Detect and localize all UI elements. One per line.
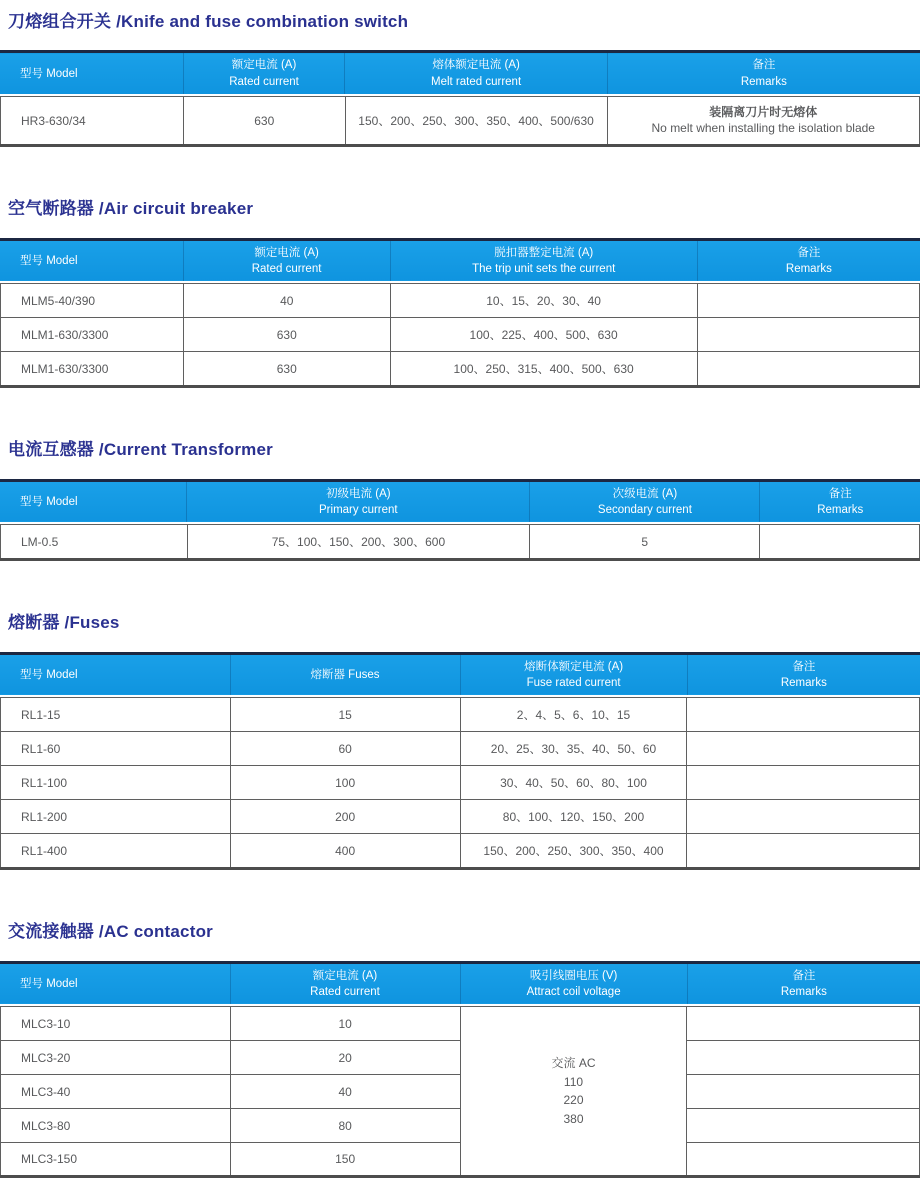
column-header-remarks [607,52,920,94]
cell-fuse: 15 [230,698,460,732]
column-header-secondary-current [530,480,760,522]
section-title: 空气断路器 /Air circuit breaker [8,199,254,219]
column-header-trip-current [390,239,697,281]
column-header-coil-voltage [460,962,687,1004]
table-body [0,1006,920,1178]
header-line1: 额定电流 (A) [231,59,297,72]
cell-remarks [760,525,920,560]
cell-secondary-current: 5 [530,525,760,560]
table-row [1,284,920,318]
cell-fuse-rated-current: 30、40、50、60、80、100 [460,766,687,800]
cell-primary-current: 75、100、150、200、300、600 [187,525,530,560]
cell-trip-current: 100、225、400、500、630 [390,318,697,352]
cell-fuse-rated-current: 2、4、5、6、10、15 [460,698,687,732]
voltage-label: 交流 AC [551,1056,596,1071]
header-row [0,239,920,281]
header-line1: 初级电流 (A) [326,487,391,500]
header-line2: Secondary current [597,504,692,516]
remark-en: No melt when installing the isolation blade [651,120,875,135]
section-ac-contactor [0,922,920,1178]
header-line1: 次级电流 (A) [612,487,678,500]
table-header [0,479,920,523]
table-row [1,1007,920,1041]
cell-trip-current: 100、250、315、400、500、630 [390,352,697,387]
remark-zh: 装隔离刀片时无熔体 [709,105,818,120]
column-header-model [0,480,187,522]
header-row [0,52,920,94]
cell-rated-current: 630 [183,97,345,146]
section-knife-fuse-switch [0,12,920,147]
cell-model: RL1-15 [1,698,231,732]
column-header-melt-rated-current [345,52,607,94]
voltage-value: 380 [563,1112,584,1127]
cell-fuse: 400 [230,834,460,869]
cell-fuse-rated-current: 80、100、120、150、200 [460,800,687,834]
header-line1: 额定电流 (A) [254,246,319,259]
cell-remarks [697,352,919,387]
header-line2: Primary current [319,504,398,516]
cell-model: MLC3-20 [1,1041,231,1075]
header-line1: 备注 [797,246,821,259]
cell-remarks [687,1109,920,1143]
table-row [1,525,920,560]
table-body [0,697,920,870]
table-body [0,524,920,561]
cell-model: RL1-100 [1,766,231,800]
header-line2: Remarks [817,504,864,516]
section-title: 交流接触器 /AC contactor [8,922,213,942]
table-row [1,352,920,387]
column-header-remarks [687,962,920,1004]
header-line2: Rated current [251,262,322,275]
cell-melt-rated-current: 150、200、250、300、350、400、500/630 [345,97,607,146]
header-line2: Melt rated current [431,75,522,88]
cell-model: RL1-200 [1,800,231,834]
section-title: 电流互感器 /Current Transformer [8,440,273,460]
header-line1: 吸引线圈电压 (V) [529,969,618,982]
header-line2: Attract coil voltage [526,986,621,999]
section-title: 刀熔组合开关 /Knife and fuse combination switch [8,12,409,31]
cell-remarks [687,1143,920,1177]
cell-model: HR3-630/34 [1,97,184,146]
cell-rated-current: 630 [183,352,390,387]
cell-fuse-rated-current: 150、200、250、300、350、400 [460,834,687,869]
header-line1: 熔断器 Fuses [310,668,380,681]
cell-model: MLM1-630/3300 [1,318,184,352]
cell-fuse: 60 [230,732,460,766]
cell-remarks [687,1075,920,1109]
cell-remarks [687,834,920,869]
cell-remarks [697,318,919,352]
cell-rated-current: 630 [183,318,390,352]
cell-remarks [607,97,919,146]
cell-rated-current: 150 [230,1143,460,1177]
header-line1: 型号 Model [20,495,78,508]
cell-remarks [687,1007,920,1041]
cell-fuse: 100 [230,766,460,800]
cell-remarks [687,766,920,800]
header-line2: Remarks [780,677,827,690]
cell-remarks [687,698,920,732]
header-line1: 型号 Model [20,977,78,990]
cell-rated-current: 20 [230,1041,460,1075]
cell-model: MLC3-10 [1,1007,231,1041]
table-row [1,698,920,732]
column-header-model [0,962,230,1004]
table-header [0,50,920,94]
header-line1: 型号 Model [20,668,78,681]
table-header [0,238,920,282]
cell-fuse-rated-current: 20、25、30、35、40、50、60 [460,732,687,766]
header-line2: Remarks [740,75,787,88]
header-line1: 备注 [828,487,852,500]
header-line2: Remarks [780,986,827,999]
cell-trip-current: 10、15、20、30、40 [390,284,697,318]
cell-model: MLM1-630/3300 [1,352,184,387]
section-title: 熔断器 /Fuses [8,613,120,633]
cell-remarks [687,800,920,834]
header-line1: 额定电流 (A) [312,969,378,982]
header-row [0,653,920,695]
header-line1: 备注 [792,660,816,673]
cell-rated-current: 80 [230,1109,460,1143]
cell-coil-voltage-merged [460,1007,687,1177]
column-header-model [0,52,183,94]
column-header-rated-current [183,239,390,281]
cell-rated-current: 40 [230,1075,460,1109]
table-row [1,97,920,146]
section-air-circuit-breaker [0,199,920,388]
cell-remarks [697,284,919,318]
header-line1: 脱扣器整定电流 (A) [494,246,594,259]
table-body [0,96,920,147]
header-line2: Fuse rated current [526,677,621,690]
header-row [0,962,920,1004]
voltage-value: 110 [563,1074,584,1089]
cell-model: MLC3-40 [1,1075,231,1109]
cell-remarks [687,732,920,766]
section-fuses [0,613,920,870]
cell-rated-current: 40 [183,284,390,318]
column-header-fuses [230,653,460,695]
cell-remarks [687,1041,920,1075]
column-header-remarks [760,480,920,522]
header-line1: 备注 [792,969,816,982]
column-header-model [0,239,183,281]
voltage-value: 220 [563,1093,584,1108]
header-line2: Rated current [229,75,299,88]
cell-rated-current: 10 [230,1007,460,1041]
cell-model: MLC3-80 [1,1109,231,1143]
column-header-rated-current [230,962,460,1004]
header-line1: 备注 [752,59,776,72]
header-line1: 型号 Model [20,254,78,267]
column-header-remarks [687,653,920,695]
table-row [1,834,920,869]
header-line1: 熔体额定电流 (A) [432,59,520,72]
header-line2: Rated current [310,986,380,999]
header-line1: 型号 Model [20,67,78,80]
table-body [0,283,920,388]
cell-model: MLC3-150 [1,1143,231,1177]
cell-model: RL1-400 [1,834,231,869]
column-header-primary-current [187,480,530,522]
section-current-transformer [0,440,920,561]
table-row [1,766,920,800]
column-header-remarks [697,239,920,281]
column-header-model [0,653,230,695]
table-header [0,652,920,696]
table-row [1,800,920,834]
table-row [1,318,920,352]
header-line1: 熔断体额定电流 (A) [524,660,624,673]
column-header-rated-current [183,52,345,94]
table-row [1,732,920,766]
table-header [0,961,920,1005]
header-line2: Remarks [785,262,832,275]
column-header-fuse-rated-current [460,653,687,695]
cell-model: LM-0.5 [1,525,188,560]
cell-model: RL1-60 [1,732,231,766]
cell-model: MLM5-40/390 [1,284,184,318]
header-line2: The trip unit sets the current [472,262,616,275]
header-row [0,480,920,522]
cell-fuse: 200 [230,800,460,834]
